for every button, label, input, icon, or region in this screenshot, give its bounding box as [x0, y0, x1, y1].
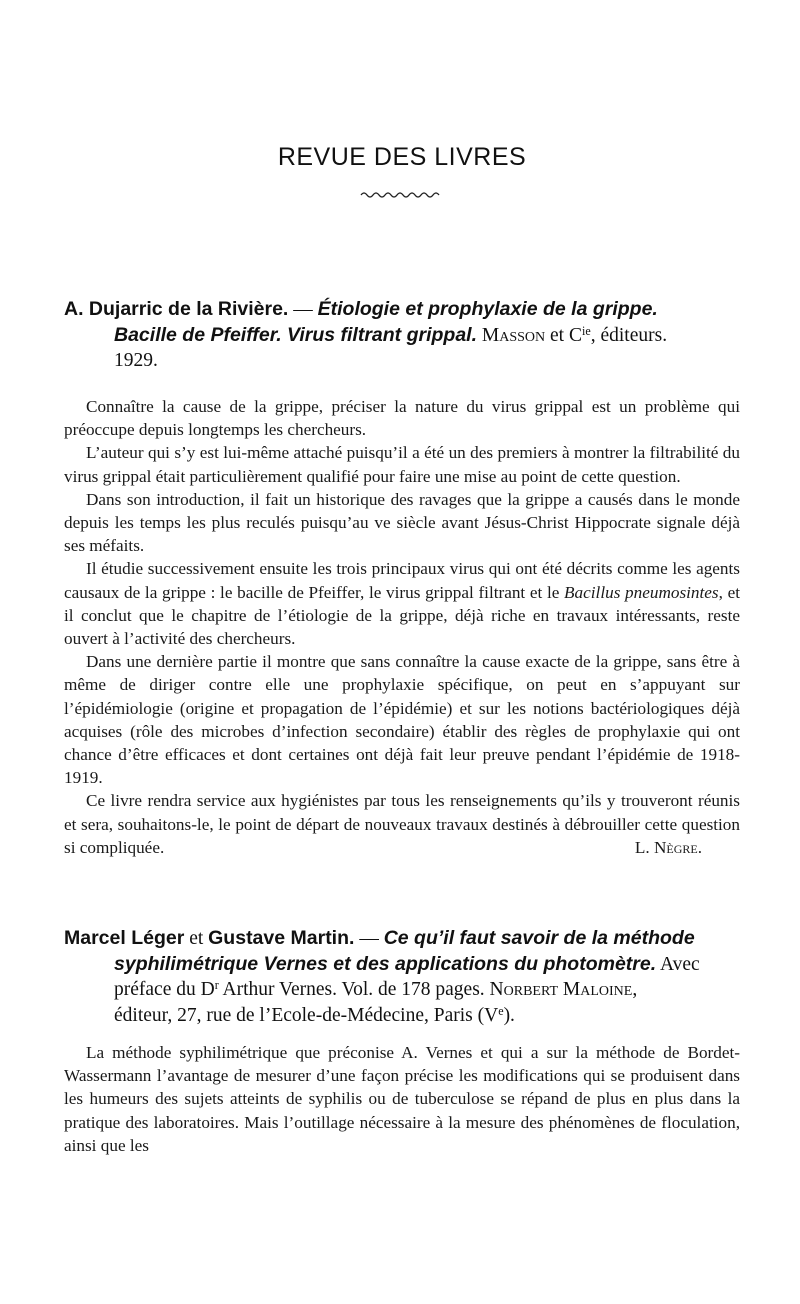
- review2-title-2: syphilimétrique Vernes et des applications du photomètre.: [114, 952, 657, 975]
- review2-body: [64, 1041, 740, 1157]
- section-title: REVUE DES LIVRES: [277, 143, 527, 171]
- review2-author-2: Gustave Martin.: [208, 927, 355, 949]
- review1-author: A. Dujarric de la Rivière.: [64, 298, 289, 320]
- review1-paragraph-6: Ce livre rendra service aux hygiénistes par tous les renseignements qu’ils y trouveront réunis et sera, souhaitons-le, le point de départ de nouveaux travaux destinés à débrouiller cette question si compliquée. L. Nègre.: [64, 789, 740, 859]
- review1-signature: L. Nègre.: [634, 837, 702, 857]
- review2-publisher: Norbert Maloine,: [489, 979, 638, 1000]
- review1-paragraph-1: Connaître la cause de la grippe, préciser la nature du virus grippal est un problème qui préoccupe depuis longtemps les chercheurs.: [64, 397, 740, 440]
- review1-publisher: Masson: [481, 324, 546, 346]
- review1-paragraph-3: Dans son introduction, il fait un historique des ravages que la grippe a causés dans le monde depuis les temps les plus reculés puisqu’au ve siècle avant Jésus-Christ Hippocrate signale déjà ses méfaits.: [64, 489, 740, 556]
- review2-title-1: Ce qu’il faut savoir de la méthode: [383, 927, 695, 949]
- review1-paragraph-5: Dans une dernière partie il montre que sans connaître la cause exacte de la grippe, sans être à même de diriger contre elle une prophylaxie spécifique, on peut en s’appuyant sur l’épidémiologie (origine et propagation de l’épidémie) et sur les notions bactériologiques déjà acquises (rôle des microbes d’infection secondaire) établir des règles de prophylaxie qui ont chance d’être efficaces et dont certaines ont déjà fait leur preuve pendant l’épidémie de 1918-1919.: [64, 652, 740, 788]
- review2-author-1: Marcel Léger: [64, 927, 185, 949]
- ornament-divider: [359, 190, 444, 200]
- review2-paragraph-1: La méthode syphilimétrique que préconise A. Vernes et qui a sur la méthode de Bordet-Wassermann l’avantage de mesurer d’une façon précise les modifications qui se produisent dans les humeurs des sujets atteints de syphilis ou de tuberculose se répand de plus en plus dans la pratique des laboratoires. Mais l’outillage nécessaire à la mesure des phénomènes de floculation, ainsi que les: [64, 1043, 740, 1155]
- review1-paragraph-4: Il étudie successivement ensuite les trois principaux virus qui ont été décrits comme les agents causaux de la grippe : le bacille de Pfeiffer, le virus grippal filtrant et le Bacillus pneumosintes, et il conclut que le chapitre de l’étiologie de la grippe, déjà riche en travaux intéressants, reste ouvert à l’activité des chercheurs.: [64, 559, 741, 649]
- review2-heading: Marcel Léger et Gustave Martin. — Ce qu’il faut savoir de la méthode syphilimétrique Vernes et des applications du photomètre. Avec préface du $D^r$ Arthur Vernes. Vol. de 178 pages. Norbert Maloine, éditeur, 27, rue de l’Ecole-de-Médecine, Paris (Ve).: [64, 927, 700, 1026]
- review1-year: 1929.: [114, 350, 158, 371]
- review1-paragraph-2: L’auteur qui s’y est lui-même attaché puisqu’il a été un des premiers à montrer la filtrabilité du virus grippal était particulièrement qualifié pour faire une mise au point de cette question.: [64, 443, 740, 486]
- review1-body: [64, 395, 740, 859]
- review1-heading: A. Dujarric de la Rivière. — Étiologie et prophylaxie de la grippe. Bacille de Pfeiffer. Virus filtrant grippal. Masson et $C^{ie}$, éditeurs. 1929.: [64, 297, 740, 374]
- review1-title-1: Étiologie et prophylaxie de la grippe.: [317, 298, 658, 320]
- review1-title-2: Bacille de Pfeiffer. Virus filtrant grippal.: [114, 323, 478, 346]
